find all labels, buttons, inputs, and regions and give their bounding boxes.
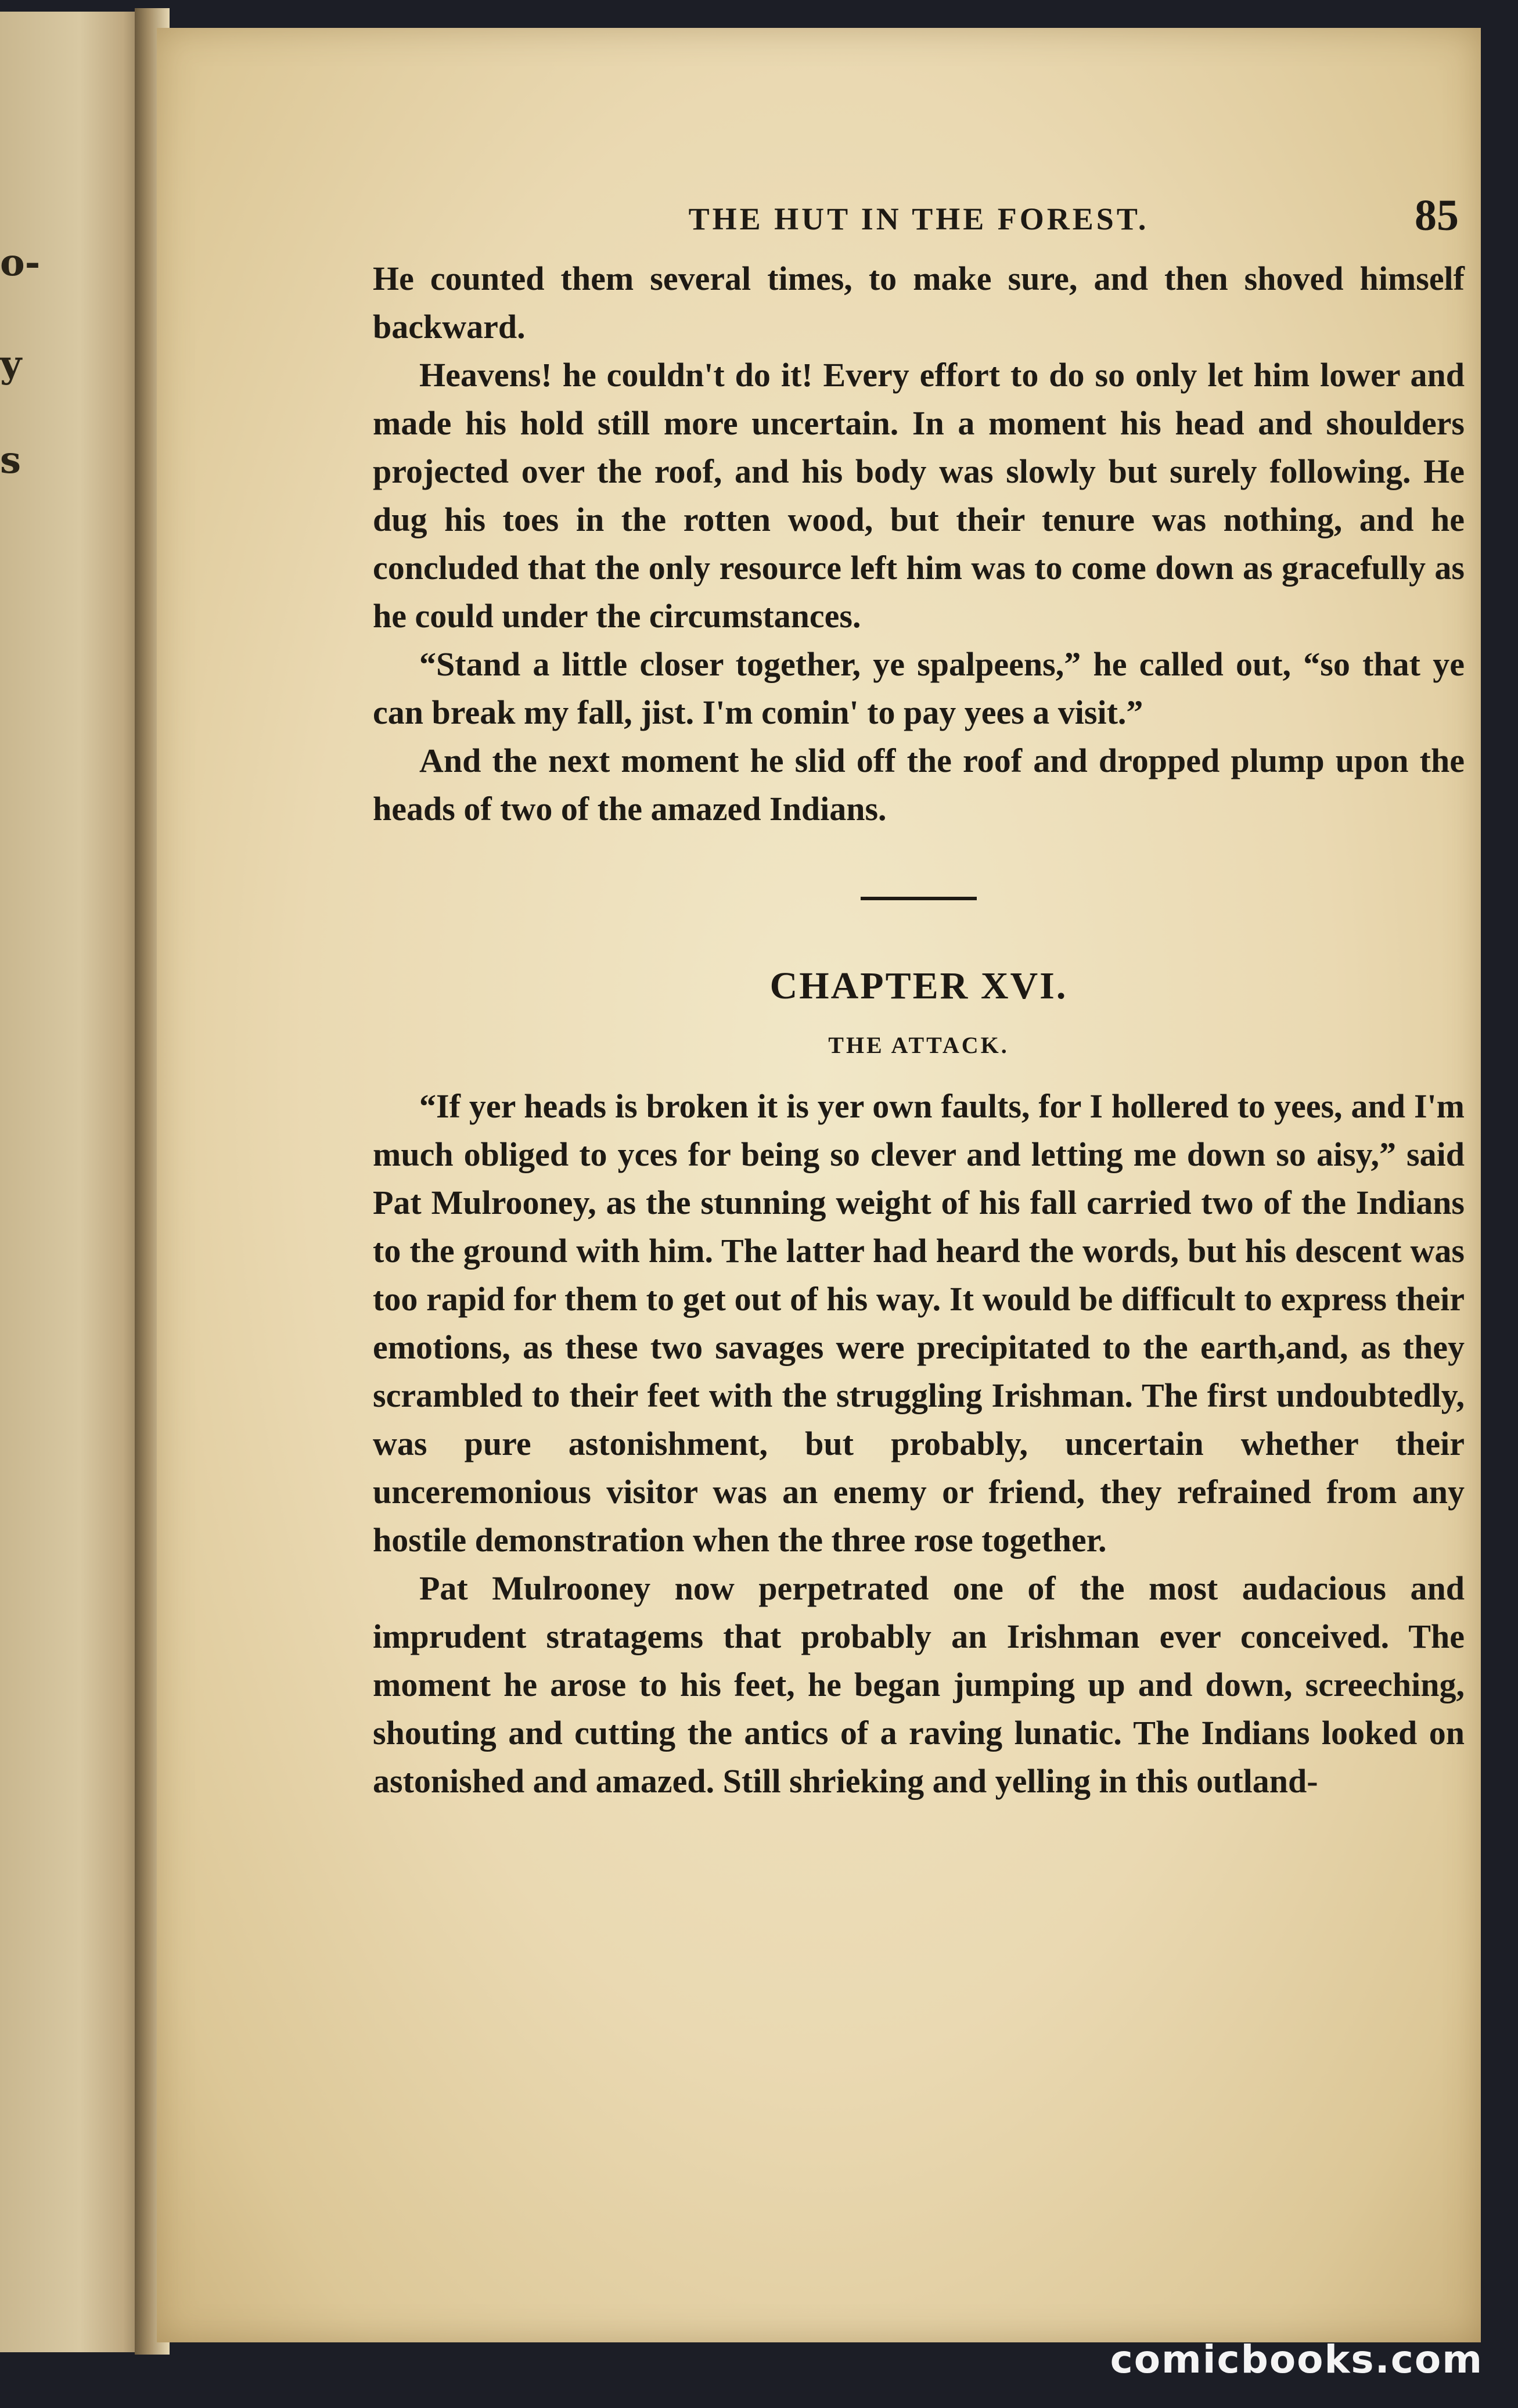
paragraph: And the next moment he slid off the roof and dropped plump upon the heads of two of the amazed Indians. [373, 742, 1465, 828]
previous-page-edge [0, 12, 145, 2352]
chapter-title: CHAPTER XVI. [769, 965, 1068, 1007]
paragraph: Pat Mulrooney now perpetrated one of the most audacious and imprudent stratagems that probably an Irishman ever conceived. The moment he arose to his feet, he began jumping up and down, screeching, shouting and cutting the antics of a raving lunatic. The Indians looked on astonished and amazed. Still shrieking and yelling in this outland- [373, 1569, 1465, 1800]
paragraph: Heavens! he couldn't do it! Every effort to do so only let him lower and made his hold still more uncertain. In a moment his head and shoulders projected over the roof, and his body was slowly but surely following. He dug his toes in the rotten wood, but their tenure was nothing, and he concluded that the only resource left him was to come down as gracefully as he could under the circumstances. [373, 356, 1465, 635]
body-text-before-chapter [373, 254, 1465, 833]
section-divider-rule [861, 897, 977, 900]
page-number: 85 [1415, 191, 1459, 240]
paragraph: “If yer heads is broken it is yer own faults, for I hollered to yees, and I'm much obliged to yces for being so clever and letting me down so aisy,” said Pat Mulrooney, as the stunning weight of his fall carried two of the Indians to the ground with him. The latter had heard the words, but his descent was too rapid for them to get out of his way. It would be difficult to express their emotions, as these two savages were precipitated to the earth,and, as they scrambled to their feet with the struggling Irishman. The first undoubtedly, was pure astonishment, but probably, uncertain whether their unceremonious visitor was an enemy or friend, they refrained from any hostile demonstration when the three rose together. [373, 1087, 1465, 1559]
watermark-logo: comicbooks.com [1110, 2337, 1483, 2382]
left-page-fragment: y [0, 343, 22, 386]
paragraph: “Stand a little closer together, ye spalpeens,” he called out, “so that ye can break my fall, jist. I'm comin' to pay yees a visit.” [373, 645, 1465, 731]
body-text-after-chapter [373, 1082, 1465, 1805]
chapter-subtitle: THE ATTACK. [828, 1032, 1009, 1058]
paragraph: He counted them several times, to make sure, and then shoved himself backward. [373, 260, 1465, 346]
left-page-fragment: o- [0, 241, 41, 285]
running-title: THE HUT IN THE FOREST. [688, 202, 1149, 236]
page-text-block [373, 191, 1465, 1805]
left-page-fragment: s [0, 439, 21, 482]
running-head [373, 191, 1465, 254]
book-page [157, 28, 1481, 2342]
